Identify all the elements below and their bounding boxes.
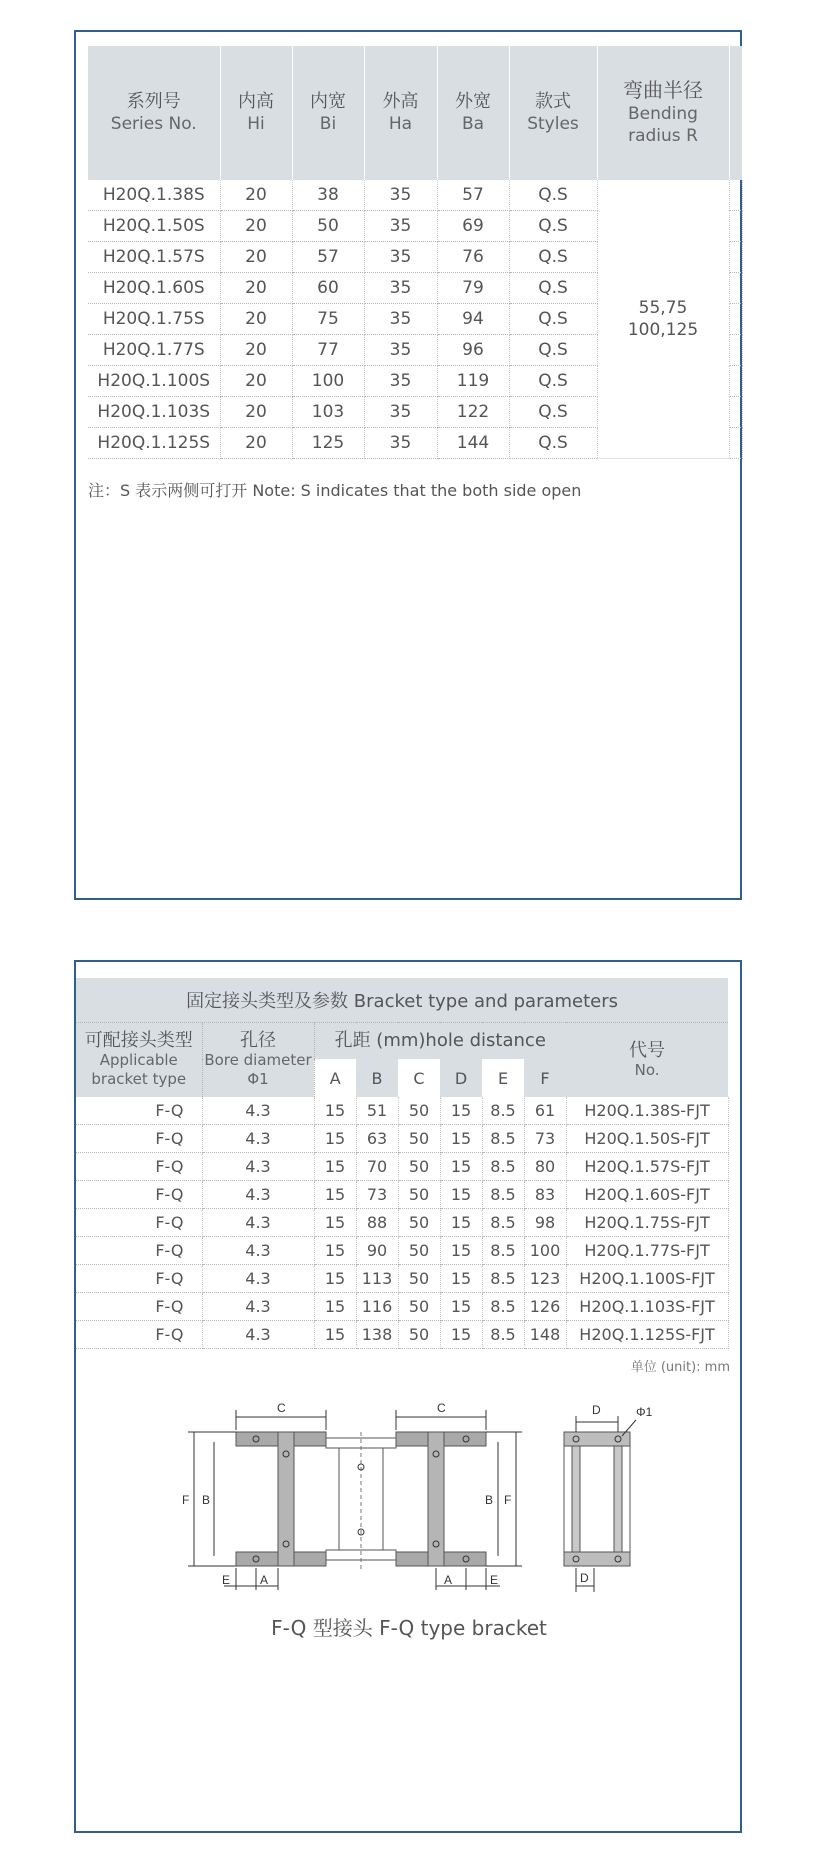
header-bending-radius: 弯曲半径 Bending radius R [597, 46, 729, 180]
table-cell: 15 [440, 1125, 482, 1153]
table-cell: 15 [440, 1321, 482, 1349]
table-cell: 35 [364, 273, 437, 304]
label-e-left: E [222, 1573, 231, 1587]
side-open-note: 注：S 表示两侧可打开 Note: S indicates that the both side open [88, 481, 582, 500]
label-f-left: F [182, 1493, 190, 1507]
table-cell: F-Q [76, 1153, 202, 1181]
table-row [76, 1153, 728, 1181]
table-cell: 15 [440, 1181, 482, 1209]
table-cell: 83 [524, 1181, 566, 1209]
table-cell: 70 [356, 1153, 398, 1181]
table-cell: H20Q.1.57S-FJT [566, 1153, 728, 1181]
table-cell: 15 [314, 1265, 356, 1293]
header-ba: 外宽 Ba [437, 46, 509, 180]
table-row [76, 1237, 728, 1265]
table-cell: 20 [220, 335, 292, 366]
table-cell: F-Q [76, 1181, 202, 1209]
table-cell: Q.S [509, 211, 597, 242]
label-phi1: Φ1 [636, 1405, 653, 1419]
bracket-title-row [76, 978, 728, 1023]
table-cell: 57 [292, 242, 364, 273]
table-cell: 35 [364, 304, 437, 335]
table-cell: 20 [220, 428, 292, 459]
table-cell: 51 [356, 1097, 398, 1125]
label-b-right: B [485, 1493, 494, 1507]
bracket-table-title: 固定接头类型及参数 Bracket type and parameters [76, 978, 728, 1023]
table-cell: 35 [364, 242, 437, 273]
header-a: A [314, 1059, 356, 1097]
header-ha: 外高 Ha [364, 46, 437, 180]
table-cell: H20Q.1.77S [88, 335, 220, 366]
table-cell: 61 [524, 1097, 566, 1125]
header-styles: 款式 Styles [509, 46, 597, 180]
table-cell: 50 [398, 1321, 440, 1349]
table-header-row [88, 46, 742, 180]
table-cell: 80 [524, 1153, 566, 1181]
table-row [76, 1097, 728, 1125]
table-cell: 4.3 [202, 1293, 314, 1321]
header-bracket-type: 可配接头类型 Applicable bracket type [76, 1023, 202, 1098]
table-cell: 15 [440, 1265, 482, 1293]
end-view [564, 1416, 636, 1592]
table-cell: H20Q.1.125S-FJT [566, 1321, 728, 1349]
spacer-cell [729, 304, 742, 335]
table-cell: 50 [398, 1097, 440, 1125]
table-cell: 8.5 [482, 1153, 524, 1181]
table-cell: 76 [437, 242, 509, 273]
table-cell: 15 [314, 1237, 356, 1265]
table-cell: 15 [314, 1125, 356, 1153]
left-bracket [236, 1432, 326, 1566]
table-cell: 103 [292, 397, 364, 428]
table-cell: 125 [292, 428, 364, 459]
table-cell: 20 [220, 242, 292, 273]
spacer-cell [729, 366, 742, 397]
spacer-cell [729, 397, 742, 428]
table-cell: 38 [292, 180, 364, 211]
table-cell: 8.5 [482, 1265, 524, 1293]
table-cell: 88 [356, 1209, 398, 1237]
label-d-bottom: D [580, 1571, 589, 1585]
bracket-panel [74, 960, 742, 1833]
label-c-left: C [277, 1401, 286, 1415]
table-cell: 50 [398, 1265, 440, 1293]
table-cell: 4.3 [202, 1153, 314, 1181]
table-cell: Q.S [509, 273, 597, 304]
table-cell: 50 [398, 1209, 440, 1237]
table-cell: Q.S [509, 397, 597, 428]
table-cell: H20Q.1.100S-FJT [566, 1265, 728, 1293]
label-a-left: A [260, 1573, 269, 1587]
table-cell: 148 [524, 1321, 566, 1349]
table-cell: 94 [437, 304, 509, 335]
table-cell: 20 [220, 273, 292, 304]
bracket-table-body [76, 1097, 728, 1349]
table-cell: 4.3 [202, 1125, 314, 1153]
table-cell: 20 [220, 366, 292, 397]
table-cell: 20 [220, 304, 292, 335]
spacer-cell [729, 428, 742, 459]
table-cell: 15 [314, 1153, 356, 1181]
table-cell: 20 [220, 397, 292, 428]
spacer-cell [729, 180, 742, 211]
table-cell: 90 [356, 1237, 398, 1265]
table-cell: F-Q [76, 1321, 202, 1349]
table-cell: 77 [292, 335, 364, 366]
table-cell: 119 [437, 366, 509, 397]
table-cell: F-Q [76, 1125, 202, 1153]
table-cell: 15 [440, 1097, 482, 1125]
table-cell: H20Q.1.38S-FJT [566, 1097, 728, 1125]
table-cell: H20Q.1.60S-FJT [566, 1181, 728, 1209]
table-cell: 73 [356, 1181, 398, 1209]
spacer-cell [729, 211, 742, 242]
radius-line-2: 100,125 [627, 320, 699, 340]
table-cell: 50 [398, 1125, 440, 1153]
table-cell: 100 [524, 1237, 566, 1265]
header-bore-diameter: 孔径 Bore diameter Φ1 [202, 1023, 314, 1098]
spacer-cell [729, 242, 742, 273]
table-cell: Q.S [509, 242, 597, 273]
table-cell: 35 [364, 397, 437, 428]
fq-bracket-drawing [174, 1392, 694, 1602]
table-cell: 15 [440, 1153, 482, 1181]
table-row [76, 1125, 728, 1153]
table-cell: H20Q.1.103S [88, 397, 220, 428]
table-cell: 15 [440, 1237, 482, 1265]
table-cell: 98 [524, 1209, 566, 1237]
table-cell: 57 [437, 180, 509, 211]
table-cell: 8.5 [482, 1209, 524, 1237]
table-cell: H20Q.1.125S [88, 428, 220, 459]
bending-radius-cell [597, 180, 729, 459]
table-cell: H20Q.1.75S [88, 304, 220, 335]
bracket-caption: F-Q 型接头 F-Q type bracket [271, 1616, 547, 1640]
table-cell: 122 [437, 397, 509, 428]
table-row [76, 1321, 728, 1349]
table-cell: H20Q.1.100S [88, 366, 220, 397]
table-row [76, 1265, 728, 1293]
label-e-right: E [490, 1573, 499, 1587]
table-cell: 113 [356, 1265, 398, 1293]
table-cell: 79 [437, 273, 509, 304]
series-spec-panel [74, 30, 742, 900]
series-spec-table [88, 46, 743, 459]
header-f: F [524, 1059, 566, 1097]
table-cell: 35 [364, 211, 437, 242]
table-cell: 138 [356, 1321, 398, 1349]
label-a-right: A [444, 1573, 453, 1587]
label-c-right: C [437, 1401, 446, 1415]
table-cell: Q.S [509, 335, 597, 366]
table-cell: 4.3 [202, 1237, 314, 1265]
table-cell: 73 [524, 1125, 566, 1153]
table-row [76, 1181, 728, 1209]
table-cell: F-Q [76, 1097, 202, 1125]
table-cell: 60 [292, 273, 364, 304]
table-cell: 4.3 [202, 1265, 314, 1293]
table-cell: H20Q.1.50S [88, 211, 220, 242]
bracket-header-row [76, 1023, 728, 1060]
table-cell: Q.S [509, 180, 597, 211]
header-c: C [398, 1059, 440, 1097]
table-row [76, 1293, 728, 1321]
table-cell: 8.5 [482, 1237, 524, 1265]
header-b: B [356, 1059, 398, 1097]
table-cell: 15 [314, 1321, 356, 1349]
dim-left-verticals [188, 1432, 236, 1566]
label-b-left: B [202, 1493, 211, 1507]
series-table-body [88, 180, 742, 459]
table-row [88, 180, 742, 211]
table-cell: 15 [314, 1293, 356, 1321]
unit-label: 单位 (unit): mm [630, 1360, 730, 1375]
header-d: D [440, 1059, 482, 1097]
spacer-cell [729, 273, 742, 304]
table-cell: 4.3 [202, 1097, 314, 1125]
spacer-cell [729, 335, 742, 366]
table-cell: 50 [398, 1181, 440, 1209]
header-bi: 内宽 Bi [292, 46, 364, 180]
table-cell: 144 [437, 428, 509, 459]
table-cell: 4.3 [202, 1321, 314, 1349]
table-cell: 96 [437, 335, 509, 366]
label-f-right: F [504, 1493, 512, 1507]
header-hi: 内高 Hi [220, 46, 292, 180]
table-cell: 50 [398, 1293, 440, 1321]
header-code-no: 代号 No. [566, 1023, 728, 1098]
table-cell: H20Q.1.50S-FJT [566, 1125, 728, 1153]
table-cell: 15 [314, 1209, 356, 1237]
table-cell: Q.S [509, 428, 597, 459]
table-cell: Q.S [509, 304, 597, 335]
table-cell: 20 [220, 211, 292, 242]
table-cell: 50 [292, 211, 364, 242]
header-hole-distance: 孔距 (mm)hole distance [314, 1023, 566, 1060]
table-cell: Q.S [509, 366, 597, 397]
table-cell: 50 [398, 1237, 440, 1265]
table-cell: 35 [364, 428, 437, 459]
table-cell: 8.5 [482, 1293, 524, 1321]
middle-link [326, 1432, 396, 1570]
table-cell: 123 [524, 1265, 566, 1293]
table-cell: 63 [356, 1125, 398, 1153]
table-cell: 69 [437, 211, 509, 242]
table-cell: 35 [364, 180, 437, 211]
table-cell: 50 [398, 1153, 440, 1181]
table-cell: 126 [524, 1293, 566, 1321]
table-cell: F-Q [76, 1237, 202, 1265]
table-cell: 8.5 [482, 1321, 524, 1349]
table-cell: H20Q.1.38S [88, 180, 220, 211]
table-cell: 100 [292, 366, 364, 397]
table-cell: 35 [364, 366, 437, 397]
table-cell: 15 [440, 1293, 482, 1321]
radius-line-1: 55,75 [638, 298, 688, 318]
table-cell: 15 [440, 1209, 482, 1237]
table-cell: 4.3 [202, 1209, 314, 1237]
bracket-parameter-table [76, 978, 729, 1349]
table-cell: H20Q.1.57S [88, 242, 220, 273]
table-cell: 75 [292, 304, 364, 335]
table-cell: 4.3 [202, 1181, 314, 1209]
table-cell: H20Q.1.77S-FJT [566, 1237, 728, 1265]
table-cell: H20Q.1.103S-FJT [566, 1293, 728, 1321]
label-d-top: D [592, 1403, 601, 1417]
header-spacer [729, 46, 742, 180]
table-cell: H20Q.1.60S [88, 273, 220, 304]
header-e: E [482, 1059, 524, 1097]
table-cell: F-Q [76, 1209, 202, 1237]
table-cell: 15 [314, 1181, 356, 1209]
table-cell: 8.5 [482, 1181, 524, 1209]
header-series-no: 系列号 Series No. [88, 46, 220, 180]
table-cell: 8.5 [482, 1097, 524, 1125]
table-cell: 15 [314, 1097, 356, 1125]
table-cell: F-Q [76, 1293, 202, 1321]
table-cell: F-Q [76, 1265, 202, 1293]
table-cell: 35 [364, 335, 437, 366]
table-cell: 8.5 [482, 1125, 524, 1153]
table-cell: H20Q.1.75S-FJT [566, 1209, 728, 1237]
table-row [76, 1209, 728, 1237]
table-cell: 20 [220, 180, 292, 211]
right-bracket [396, 1432, 486, 1566]
table-cell: 116 [356, 1293, 398, 1321]
